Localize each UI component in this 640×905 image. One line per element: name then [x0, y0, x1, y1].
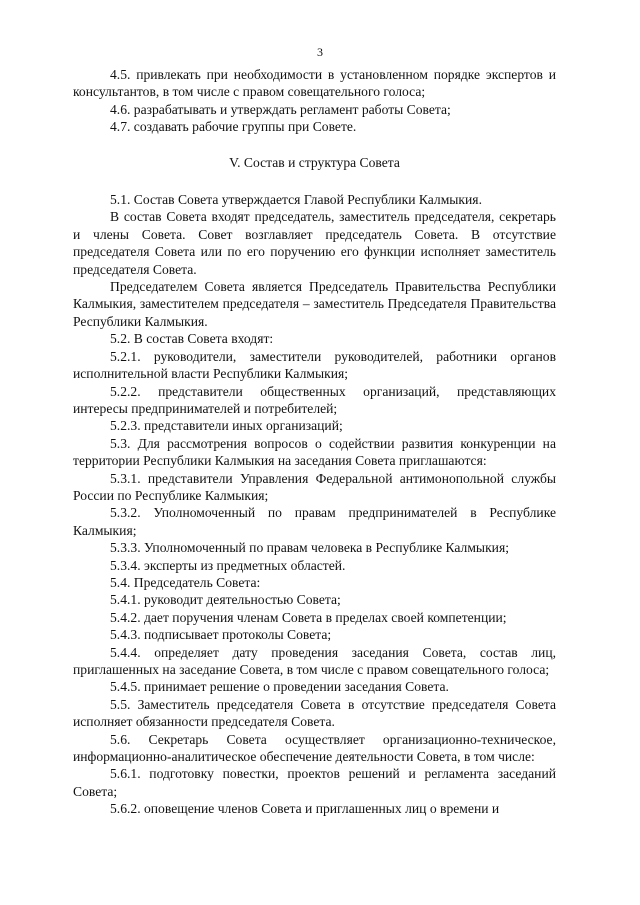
- paragraph-5-2-2: 5.2.2. представители общественных организаций, представляющих интересы предпринимателей и потребителей;: [73, 383, 556, 416]
- page-number: 3: [317, 45, 323, 59]
- paragraph-5-4-5: 5.4.5. принимает решение о проведении заседания Совета.: [110, 679, 449, 695]
- paragraph-5-3-4: 5.3.4. эксперты из предметных областей.: [110, 557, 346, 573]
- paragraph-5-4-1: 5.4.1. руководит деятельностью Совета;: [110, 592, 341, 608]
- paragraph-5-4: 5.4. Председатель Совета:: [110, 574, 261, 590]
- paragraph-5-3-3: 5.3.3. Уполномоченный по правам человека в Республике Калмыкия;: [110, 540, 509, 556]
- paragraph-4-6: 4.6. разрабатывать и утверждать регламент работы Совета;: [110, 101, 451, 117]
- document-body: [73, 66, 556, 818]
- paragraph-4-7: 4.7. создавать рабочие группы при Совете.: [110, 119, 357, 135]
- paragraph-5-4-3: 5.4.3. подписывает протоколы Совета;: [110, 627, 332, 643]
- paragraph-5-3-2: 5.3.2. Уполномоченный по правам предпринимателей в Республике Калмыкия;: [73, 505, 556, 538]
- paragraph-5-5: 5.5. Заместитель председателя Совета в отсутствие председателя Совета исполняет обязанности председателя Совета.: [73, 696, 556, 730]
- paragraph-council-composition: В состав Совета входят председатель, заместитель председателя, секретарь и члены Совета. Совет возглавляет председатель Совета. В отсутствие председателя Совета или по его поручению его функции исполняет заместитель председателя Совета.: [73, 209, 556, 277]
- paragraph-5-2-1: 5.2.1. руководители, заместители руководителей, работники органов исполнительной власти Республики Калмыкия;: [73, 348, 556, 382]
- paragraph-5-4-2: 5.4.2. дает поручения членам Совета в пределах своей компетенции;: [110, 609, 507, 625]
- paragraph-5-6-1: 5.6.1. подготовку повестки, проектов решений и регламента заседаний Совета;: [73, 766, 556, 799]
- paragraph-5-3: 5.3. Для рассмотрения вопросов о содействии развития конкуренции на территории Республики Калмыкия на заседания Совета приглашаются:: [73, 435, 556, 469]
- paragraph-5-6: 5.6. Секретарь Совета осуществляет организационно-техническое, информационно-аналитическое обеспечение деятельности Совета, в том числе:: [73, 731, 556, 765]
- paragraph-5-3-1: 5.3.1. представители Управления Федеральной антимонопольной службы России по Республике Калмыкия;: [73, 470, 556, 503]
- paragraph-4-5: 4.5. привлекать при необходимости в установленном порядке экспертов и консультантов, в том числе с правом совещательного голоса;: [73, 67, 556, 100]
- paragraph-5-2-3: 5.2.3. представители иных организаций;: [110, 418, 343, 434]
- paragraph-chairman: Председателем Совета является Председатель Правительства Республики Калмыкия, заместителем председателя – заместитель Председателя Правительства Республики Калмыкия.: [73, 279, 556, 329]
- section-heading: V. Состав и структура Совета: [229, 154, 400, 170]
- paragraph-5-4-4: 5.4.4. определяет дату проведения заседания Совета, состав лиц, приглашенных на заседание Совета, в том числе с правом совещательного голоса;: [73, 644, 556, 677]
- paragraph-5-6-2: 5.6.2. оповещение членов Совета и приглашенных лиц о времени и: [110, 801, 500, 817]
- paragraph-5-1: 5.1. Состав Совета утверждается Главой Республики Калмыкия.: [110, 192, 482, 208]
- paragraph-5-2: 5.2. В состав Совета входят:: [110, 331, 274, 347]
